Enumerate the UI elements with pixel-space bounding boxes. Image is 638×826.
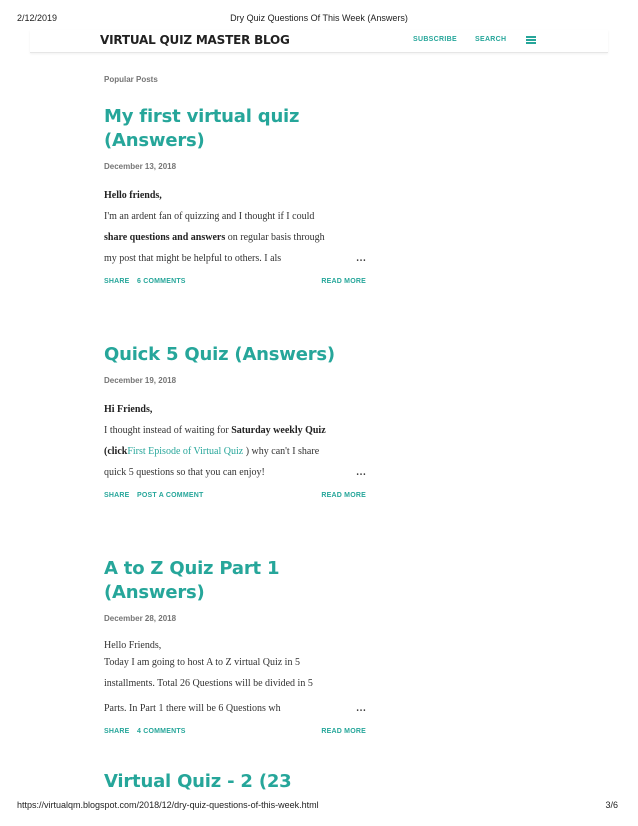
snippet-line: Today I am going to host A to Z virtual Quiz in 5 — [104, 657, 300, 668]
snippet-ellipsis: … — [320, 698, 366, 719]
subscribe-link[interactable]: SUBSCRIBE — [413, 36, 457, 43]
snippet-line: I'm an ardent fan of quizzing and I thought if I could — [104, 211, 315, 222]
hamburger-menu-icon[interactable] — [526, 36, 536, 44]
snippet-line — [104, 227, 366, 248]
share-button[interactable]: SHARE — [104, 728, 130, 735]
snippet-strong-text: share questions and answers — [104, 232, 226, 243]
print-header — [0, 13, 638, 25]
post-card — [104, 557, 366, 738]
snippet-ellipsis: … — [320, 248, 366, 269]
post-date: December 19, 2018 — [104, 376, 177, 385]
blog-header-bar — [30, 30, 608, 53]
share-button[interactable]: SHARE — [104, 492, 130, 499]
post-title[interactable]: A to Z Quiz Part 1 (Answers) — [104, 558, 280, 603]
snippet-line: Hi Friends, — [104, 404, 153, 415]
snippet-line: Hello friends, — [104, 190, 162, 201]
print-page-title: Dry Quiz Questions Of This Week (Answers) — [230, 13, 408, 23]
post-card — [104, 770, 366, 798]
print-page-number: 3/6 — [605, 800, 618, 810]
snippet-line: quick 5 questions so that you can enjoy! — [104, 467, 265, 478]
post-card — [104, 105, 366, 288]
post-actions — [104, 728, 366, 738]
post-title[interactable]: Quick 5 Quiz (Answers) — [104, 344, 335, 365]
post-date: December 28, 2018 — [104, 614, 177, 623]
post-actions — [104, 278, 366, 288]
snippet-text: on regular basis through — [225, 232, 325, 243]
post-card — [104, 343, 366, 502]
comments-link[interactable]: 4 COMMENTS — [137, 728, 186, 735]
post-actions — [104, 492, 366, 502]
snippet-line: Hello Friends, — [104, 640, 162, 651]
print-url: https://virtualqm.blogspot.com/2018/12/dry-quiz-questions-of-this-week.html — [17, 800, 319, 810]
snippet-line — [104, 441, 366, 462]
snippet-line — [104, 420, 366, 441]
blog-title[interactable]: VIRTUAL QUIZ MASTER BLOG — [100, 33, 290, 47]
comments-link[interactable]: POST A COMMENT — [137, 492, 204, 499]
snippet-line: my post that might be helpful to others. I als — [104, 253, 282, 264]
snippet-strong-text: (click — [104, 446, 128, 457]
print-date: 2/12/2019 — [17, 13, 58, 23]
snippet-line: installments. Total 26 Questions will be divided in 5 — [104, 678, 313, 689]
search-link[interactable]: SEARCH — [475, 36, 507, 43]
snippet-text: I thought instead of waiting for — [104, 425, 232, 436]
post-snippet — [104, 635, 366, 719]
print-footer — [0, 800, 638, 812]
post-title[interactable]: Virtual Quiz - 2 (23 — [104, 771, 292, 792]
post-title[interactable]: My first virtual quiz (Answers) — [104, 106, 300, 151]
snippet-ellipsis: … — [320, 462, 366, 483]
post-date: December 13, 2018 — [104, 162, 177, 171]
snippet-text: ) why can't I share — [243, 446, 320, 457]
snippet-strong-text: Saturday weekly Quiz — [231, 425, 326, 436]
snippet-inline-link[interactable]: First Episode of Virtual Quiz — [127, 446, 244, 457]
post-snippet — [104, 185, 366, 269]
share-button[interactable]: SHARE — [104, 278, 130, 285]
popular-posts-heading: Popular Posts — [104, 75, 158, 84]
read-more-link[interactable]: READ MORE — [321, 728, 366, 735]
comments-link[interactable]: 6 COMMENTS — [137, 278, 186, 285]
read-more-link[interactable]: READ MORE — [321, 492, 366, 499]
read-more-link[interactable]: READ MORE — [321, 278, 366, 285]
post-snippet — [104, 399, 366, 483]
snippet-line: Parts. In Part 1 there will be 6 Questions wh — [104, 703, 281, 714]
